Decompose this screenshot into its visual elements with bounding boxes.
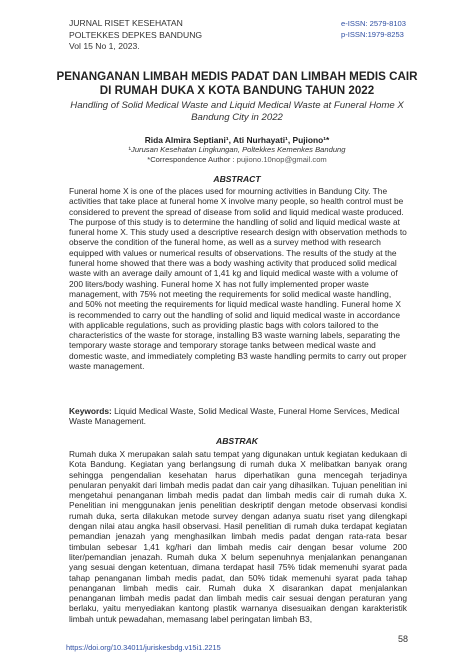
paper-title: PENANGANAN LIMBAH MEDIS PADAT DAN LIMBAH MEDIS CAIR DI RUMAH DUKA X KOTA BANDUNG TAHUN 2022 — [56, 70, 418, 97]
keywords-label: Keywords: — [69, 406, 112, 416]
keywords — [69, 406, 407, 427]
journal-publisher: POLTEKKES DEPKES BANDUNG — [69, 29, 203, 40]
affiliation-block — [60, 145, 414, 164]
affiliation-marker: ¹ — [128, 145, 132, 154]
journal-name: JURNAL RISET KESEHATAN — [69, 18, 183, 28]
abstrak-heading: ABSTRAK — [215, 436, 258, 446]
journal-volume: Vol 15 No 1, 2023. — [69, 41, 140, 52]
affiliation-text: Jurusan Kesehatan Lingkungan, Poltekkes Kemenkes Bandung — [131, 145, 346, 154]
author-list: Rida Almira Septiani¹, Ati Nurhayati¹, Pujiono¹* — [144, 135, 330, 145]
pissn: p-ISSN:1979-8253 — [340, 30, 404, 39]
abstract-heading: ABSTRACT — [213, 174, 261, 184]
correspondence-label: *Correspondence Author : — [147, 154, 237, 164]
correspondence-email[interactable]: pujiono.10nop@gmail.com — [236, 154, 327, 164]
page-number: 58 — [397, 634, 408, 644]
eissn: e-ISSN: 2579-8103 — [340, 19, 406, 28]
keywords-text: Liquid Medical Waste, Solid Medical Waste, Funeral Home Services, Medical Waste Management. — [69, 406, 400, 427]
paper-subtitle: Handling of Solid Medical Waste and Liquid Medical Waste at Funeral Home X Bandung City in 2022 — [70, 100, 404, 123]
issn-block — [341, 18, 406, 40]
doi-link[interactable]: https://doi.org/10.34011/juriskesbdg.v15i1.2215 — [66, 643, 221, 652]
abstract-text: Funeral home X is one of the places used for mourning activities in Bandung City. The activities that take place at funeral home X involve many people, so health control must be considered to prevent the spread of disease from solid and liquid medical waste produced. The purpose of this study is to determine the handling of solid and liquid medical waste at funeral home X. This study used a descriptive research design with observation methods to observe the condition of the funeral home, as well as a survey method with research equipped with values or numerical results of observations. The results of the study at the funeral home showed that there was a body washing activity that produced solid medical waste with an average daily amount of 1,41 kg and liquid medical waste with a volume of 200 liters/body washing. Funeral home X has not fully implemented proper waste management, with 75% not meeting the requirements for solid medical waste handling, and 50% not meeting the requirements for liquid medical waste handling. Funeral home X is recommended to carry out the handling of solid and liquid medical waste in accordance with applicable regulations, such as providing plastic bags with colors tailored to the characteristics of the waste for storage, installing B3 waste warning labels, separating the temporary waste storage and temporary storage tanks between medical waste and domestic waste, and immediately completing B3 waste handling permits to carry out proper waste management. — [69, 186, 407, 372]
journal-header — [69, 18, 202, 53]
abstrak-text: Rumah duka X merupakan salah satu tempat yang digunakan untuk kegiatan kedukaan di Kota Bandung. Kegiatan yang berlangsung di rumah duka X melibatkan banyak orang sehingga pengendalian kesehatan harus diperhatikan guna mencegah terjadinya penularan penyakit dari limbah medis padat dan cair yang dihasilkan. Tujuan penelitian ini mengetahui penanganan limbah medis padat dan limbah medis cair di rumah duka X. Penelitian ini menggunakan jenis penelitian deskriptif dengan metode observasi kondisi rumah duka, serta dilakukan metode survey dengan adanya suatu riset yang dilengkapi dengan nilai atau angka hasil observasi. Hasil penelitian di rumah duka terdapat kegiatan pemandian jenazah yang menghasilkan limbah medis padat dengan rata-rata besar timbulan sebesar 1,41 kg/hari dan limbah medis cair dengan besar volume 200 liter/pemandian jenazah. Rumah duka X belum sepenuhnya menjalankan penanganan yang sesuai dengan ketentuan, dimana terdapat hasil 75% tidak memenuhi syarat pada tahap penanganan limbah medis padat, dan 50% tidak memenuhi syarat pada tahap penanganan limbah medis cair. Rumah duka X disarankan dapat menjalankan penanganan limbah medis padat dan limbah medis cair sesuai dengan peraturan yang berlaku, yaitu menyediakan kantong plastik warnanya disesuaikan dengan karakteristik limbah untuk pewadahan, memasang label peringatan limbah B3, — [69, 449, 407, 624]
